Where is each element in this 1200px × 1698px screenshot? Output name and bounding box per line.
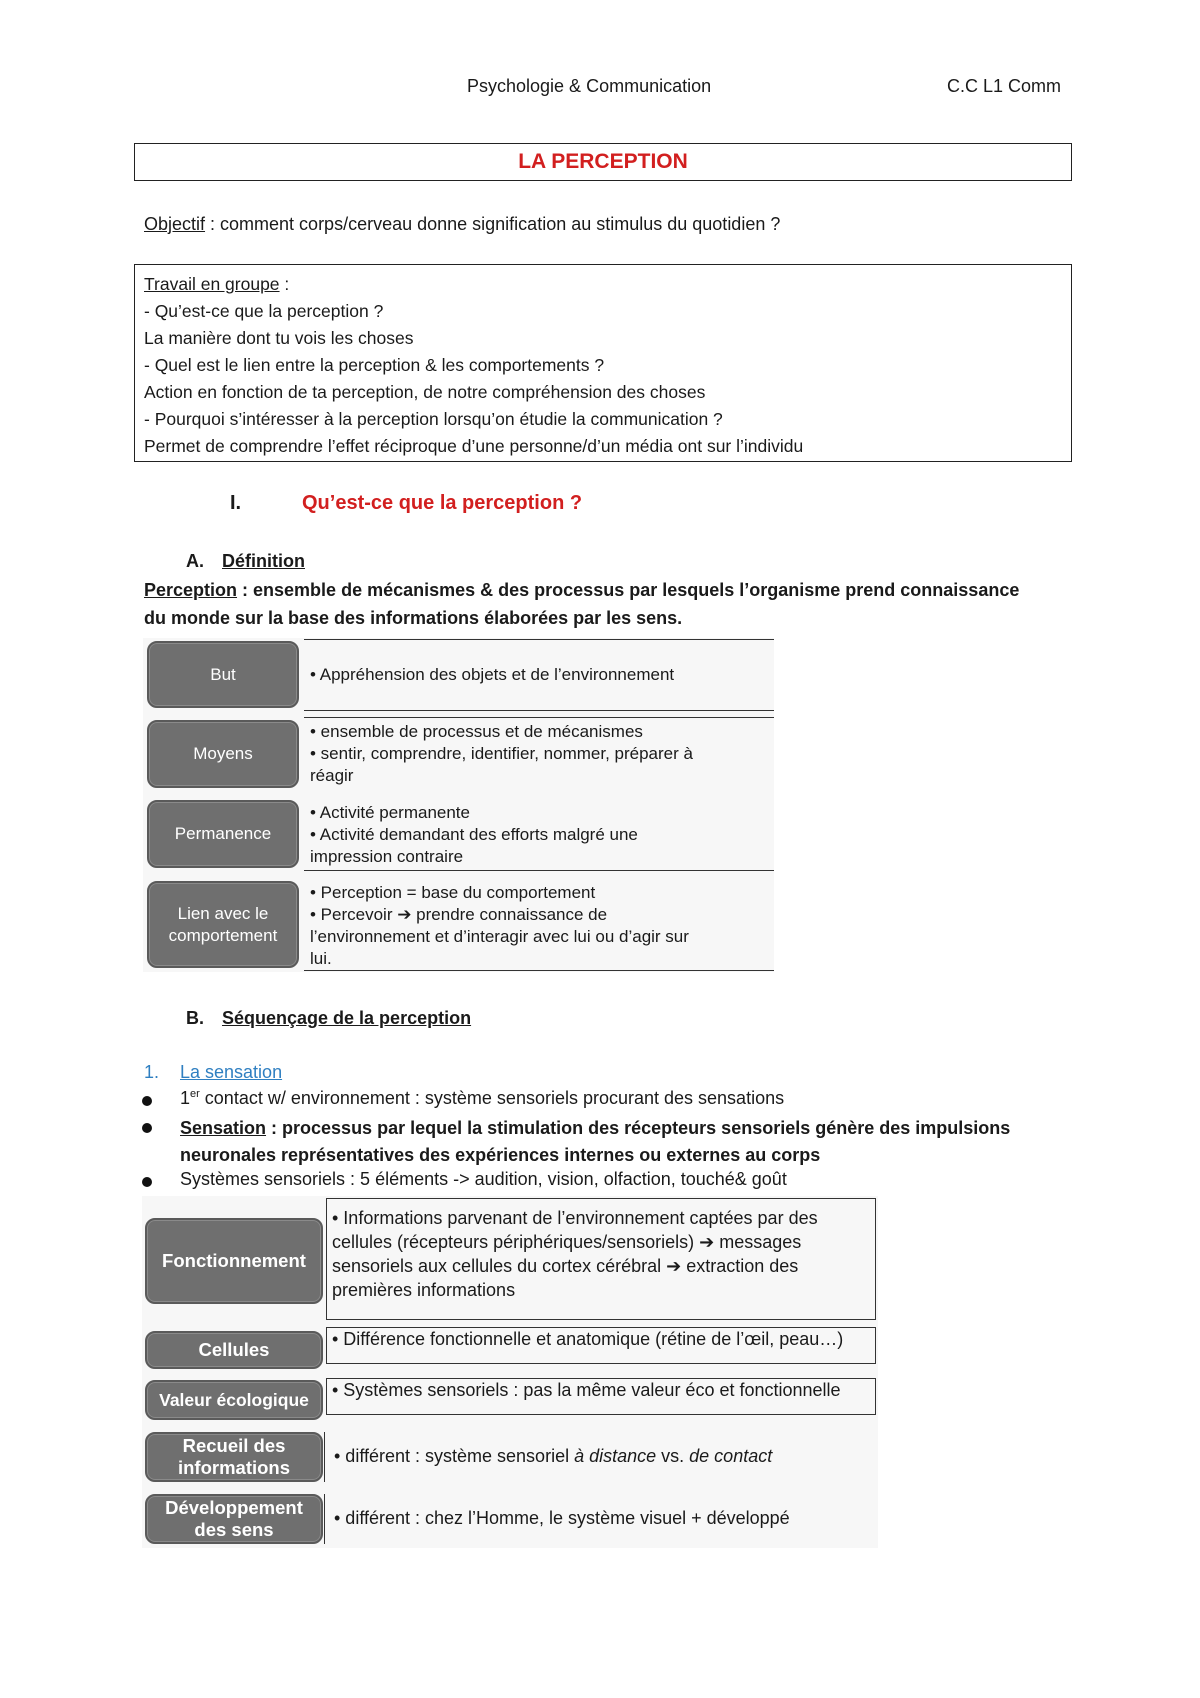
table2-desc-recueil: [328, 1445, 878, 1467]
definition-term: Perception: [144, 580, 238, 600]
table2-label-fonctionnement: Fonctionnement: [145, 1218, 323, 1304]
divider: [304, 870, 774, 871]
definition-text: : ensemble de mécanismes & des processus par lesquels l’organisme prend connaissance du monde sur la base des informations élaborées par les sens.: [144, 580, 1020, 628]
header-course: Psychologie & Communication: [467, 76, 712, 96]
group-work-line: Permet de comprendre l’effet réciproque d’une personne/d’un média ont sur l’individu: [144, 436, 804, 456]
table1-desc-line: • ensemble de processus et de mécanismes: [310, 722, 643, 741]
table1-desc-line: l’environnement et d’interagir avec lui ou d’agir sur: [310, 927, 689, 946]
sectionB-title: Séquençage de la perception: [222, 1008, 472, 1028]
divider: [304, 639, 774, 640]
group-work-line: - Quel est le lien entre la perception & les comportements ?: [144, 355, 605, 375]
bullet-3: Systèmes sensoriels : 5 éléments -> audition, vision, olfaction, touché& goût: [180, 1169, 787, 1189]
table1-desc-lien: [304, 882, 774, 970]
group-work-box: [134, 264, 1072, 462]
divider: [304, 717, 774, 718]
table2-label-cellules: Cellules: [145, 1331, 323, 1369]
sectionA-letter: A.: [186, 551, 204, 571]
header-code: C.C L1 Comm: [947, 76, 1062, 96]
table1-desc-line: • sentir, comprendre, identifier, nommer, préparer à: [310, 744, 693, 763]
table1-desc-permanence: [304, 802, 774, 868]
table2-desc-developpement: • différent : chez l’Homme, le système visuel + développé: [334, 1508, 790, 1528]
table1-desc-moyens: [304, 721, 774, 787]
group-work-title: [144, 271, 1062, 298]
table2-label-recueil: Recueil des informations: [145, 1432, 323, 1482]
table1-label-permanence: Permanence: [147, 800, 299, 868]
recueil-text-em1: à distance: [574, 1446, 657, 1466]
table1-desc-line: lui.: [310, 949, 332, 968]
divider: [304, 970, 774, 971]
section1-title: Qu’est-ce que la perception ?: [302, 492, 583, 514]
group-work-line: - Pourquoi s’intéresser à la perception lorsqu’on étudie la communication ?: [144, 409, 723, 429]
group-work-title-suffix: :: [279, 274, 290, 294]
bullet-icon: [142, 1096, 152, 1106]
objective: [144, 214, 780, 235]
table1-desc-line: • Activité demandant des efforts malgré une: [310, 825, 638, 844]
section1-number: I.: [230, 492, 242, 514]
bullet-icon: [142, 1123, 152, 1133]
table1-desc-line: impression contraire: [310, 847, 464, 866]
divider: [324, 1494, 325, 1544]
bullet-1: [180, 1088, 784, 1109]
bullet-2: [180, 1115, 1080, 1169]
table2-label-valeur: Valeur écologique: [145, 1380, 323, 1420]
table2-label-developpement: Développement des sens: [145, 1494, 323, 1544]
subsection1-title: La sensation: [180, 1062, 283, 1082]
sectionB-letter: B.: [186, 1008, 204, 1028]
table2-desc-fonctionnement: • Informations parvenant de l’environnement captées par des cellules (récepteurs périphériques/sensoriels) ➔ messages sensoriels aux cellules du cortex cérébral ➔ extraction des premières informations: [326, 1198, 876, 1320]
divider: [324, 1432, 325, 1482]
bullet-1-sup: er: [190, 1088, 200, 1100]
definition: [144, 576, 1044, 632]
table1-desc-line: • Appréhension des objets et de l’environnement: [310, 665, 675, 684]
subsection1-number: 1.: [144, 1062, 160, 1082]
bullet-1-pre: 1: [180, 1088, 191, 1108]
group-work-line: La manière dont tu vois les choses: [144, 328, 414, 348]
bullet-1-text: contact w/ environnement : système sensoriels procurant des sensations: [199, 1088, 785, 1108]
table1-desc-line: • Activité permanente: [310, 803, 470, 822]
objective-label: Objectif: [144, 214, 206, 234]
table1-desc-line: • Perception = base du comportement: [310, 883, 596, 902]
group-work-title-text: Travail en groupe: [144, 274, 280, 294]
table1-desc-line: • Percevoir ➔ prendre connaissance de: [310, 905, 608, 924]
recueil-text-mid: vs.: [656, 1446, 690, 1466]
group-work-line: Action en fonction de ta perception, de notre compréhension des choses: [144, 382, 706, 402]
table1-desc-line: réagir: [310, 766, 354, 785]
group-work-line: - Qu’est-ce que la perception ?: [144, 301, 384, 321]
table1-label-lien: Lien avec le comportement: [147, 881, 299, 968]
recueil-text-pre: • différent : système sensoriel: [334, 1446, 575, 1466]
page-title: LA PERCEPTION: [134, 143, 1072, 181]
table1-label-but: But: [147, 641, 299, 708]
sectionA-title: Définition: [222, 551, 305, 571]
table1-desc-but: [304, 664, 774, 686]
recueil-text-em2: de contact: [689, 1446, 773, 1466]
table1-label-moyens: Moyens: [147, 720, 299, 788]
bullet-2-text: : processus par lequel la stimulation des récepteurs sensoriels génère des impulsions neuronales représentatives des expériences internes ou externes au corps: [180, 1118, 1011, 1165]
bullet-2-term: Sensation: [180, 1118, 267, 1138]
objective-text: : comment corps/cerveau donne signification au stimulus du quotidien ?: [205, 214, 781, 234]
bullet-icon: [142, 1177, 152, 1187]
divider: [304, 710, 774, 711]
table2-desc-valeur: • Systèmes sensoriels : pas la même valeur éco et fonctionnelle: [326, 1378, 876, 1415]
table2-desc-cellules: • Différence fonctionnelle et anatomique (rétine de l’œil, peau…): [326, 1327, 876, 1364]
